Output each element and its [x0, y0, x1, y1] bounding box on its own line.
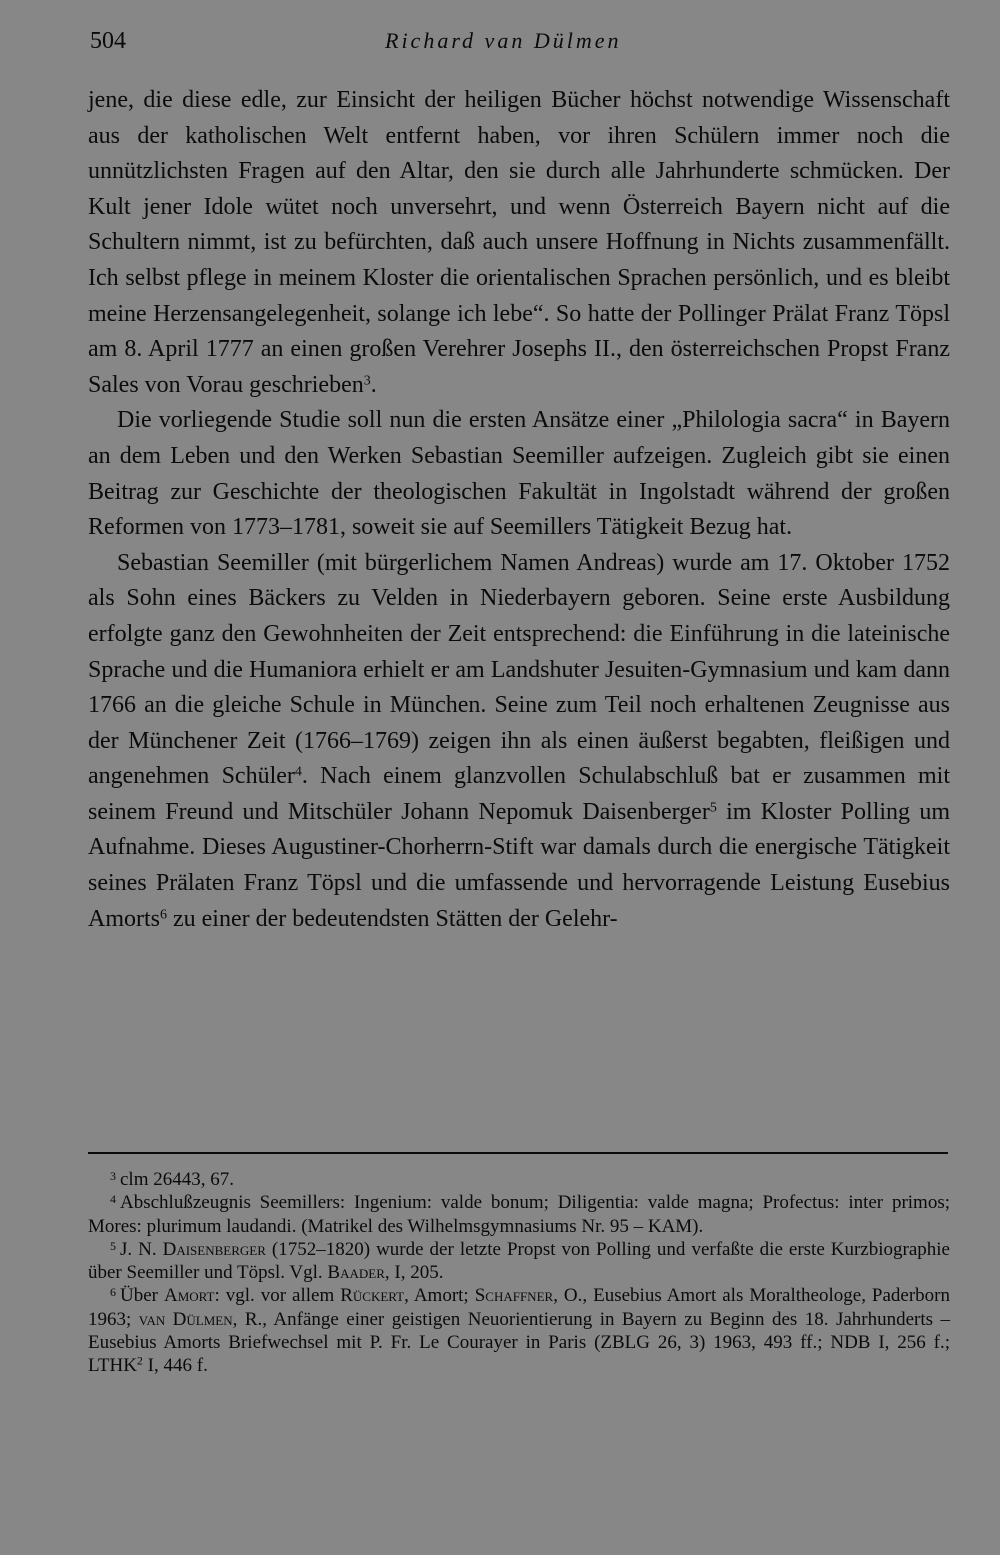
footnote-5: [88, 1238, 950, 1285]
footnote-6-van-dulmen: van Dülmen: [138, 1308, 233, 1330]
footnote-6-superscript: 2: [136, 1353, 143, 1368]
footnote-3: [88, 1168, 950, 1191]
footnote-mark-6: 6: [110, 1285, 116, 1300]
main-text: [88, 83, 950, 937]
footnote-6-t3: , Amort;: [404, 1285, 475, 1307]
footnote-5-baader: Baader: [327, 1262, 385, 1284]
footnote-5-text-a: (1752–1820) wurde der letzte Propst von Polling und verfaßte die erste Kurzbiographie über Seemiller und Töpsl. Vgl.: [88, 1238, 950, 1284]
footnote-5-text-b: , I, 205.: [384, 1262, 444, 1284]
footnote-ref-6[interactable]: 6: [160, 906, 167, 922]
footnote-6-amort: Amort: [163, 1285, 215, 1307]
footnote-6-t2: : vgl. vor allem: [214, 1285, 341, 1307]
paragraph-1: [88, 83, 950, 403]
footnote-5-name: J. N. Daisenberger: [120, 1238, 266, 1260]
footnotes: [88, 1168, 950, 1378]
paragraph-3-text-a: Sebastian Seemiller (mit bürgerlichem Namen Andreas) wurde am 17. Oktober 1752 als Sohn eines Bäckers zu Velden in Niederbayern geboren. Seine erste Ausbildung erfolgte ganz den Gewohnheiten der Zeit entsprechend: die Einführung in die lateinische Sprache und die Humaniora erhielt er am Landshuter Jesuiten-Gymnasium und kam dann 1766 an die gleiche Schule in München. Seine zum Teil noch erhaltenen Zeugnisse aus der Münchener Zeit (1766–1769) zeigen ihn als einen äußerst begabten, fleißigen und angenehmen Schüler: [88, 549, 950, 790]
footnote-6-rueckert: Rückert: [340, 1285, 405, 1307]
page-number: 504: [90, 28, 126, 54]
paragraph-2: Die vorliegende Studie soll nun die ersten Ansätze einer „Philologia sacra“ in Bayern an dem Leben und den Werken Sebastian Seemiller aufzeigen. Zugleich gibt sie einen Beitrag zur Geschichte der theologischen Fakultät in Ingolstadt während der großen Reformen von 1773–1781, soweit sie auf Seemillers Tätigkeit Bezug hat.: [88, 407, 950, 541]
footnote-6-schaffner: Schaffner: [474, 1285, 554, 1307]
paragraph-1-end: .: [370, 371, 377, 398]
footnote-4: [88, 1191, 950, 1238]
paragraph-3-text-b: . Nach einem glanzvollen Schulabschluß bat er zusammen mit seinem Freund und Mitschüler Johann Nepomuk Daisenberger: [88, 763, 951, 825]
footnote-6: [88, 1284, 950, 1377]
footnote-ref-3[interactable]: 3: [363, 373, 371, 389]
paragraph-3-text-d: zu einer der bedeutendsten Stätten der Gelehr-: [167, 905, 618, 932]
footnote-ref-5[interactable]: 5: [709, 800, 717, 816]
running-head: Richard van Dülmen: [385, 28, 622, 53]
footnote-divider: [88, 1152, 948, 1154]
footnote-mark-3: 3: [110, 1168, 116, 1183]
paragraph-3: [88, 546, 950, 938]
footnote-6-t4: , O., Eusebius Amort als Moraltheologe, Paderborn 1963;: [88, 1285, 951, 1330]
footnote-mark-5: 5: [110, 1238, 116, 1253]
footnote-ref-4[interactable]: 4: [294, 764, 302, 780]
paragraph-1-text: jene, die diese edle, zur Einsicht der heiligen Bücher höchst notwendige Wissenschaft aus der katholischen Welt entfernt haben, vor ihren Schülern immer noch die unnützlichsten Fragen auf den Altar, den sie durch alle Jahrhunderte schmücken. Der Kult jener Idole wütet noch unversehrt, und wenn Österreich Bayern nicht auf die Schultern nimmt, ist zu befürchten, daß auch unsere Hoffnung in Nichts zusammenfällt. Ich selbst pflege in meinem Kloster die orientalischen Sprachen persönlich, und es bleibt meine Herzensangelegenheit, solange ich lebe“. So hatte der Pollinger Prälat Franz Töpsl am 8. April 1777 an einen großen Verehrer Josephs II., den österreichschen Propst Franz Sales von Vorau geschrieben: [88, 87, 950, 398]
footnote-6-t5: , R., Anfänge einer geistigen Neuorientierung in Bayern zu Beginn des 18. Jahrhunderts – Eusebius Amorts Briefwechsel mit P. Fr. Le Courayer in Paris (ZBLG 26, 3) 1963, 493 ff.; NDB I, 256 f.; LTHK: [88, 1308, 950, 1377]
page-header: [90, 28, 950, 58]
footnote-4-text: Abschlußzeugnis Seemillers: Ingenium: valde bonum; Diligentia: valde magna; Profectus: inter primos; Mores: plurimum laudandi. (Matrikel des Wilhelmsgymnasiums Nr. 95 – KAM).: [88, 1192, 950, 1237]
footnote-6-t6: I, 446 f.: [142, 1355, 208, 1377]
footnote-mark-4: 4: [110, 1191, 116, 1206]
paragraph-3-text-c: im Kloster Polling um Aufnahme. Dieses Augustiner-Chorherrn-Stift war damals durch die energische Tätigkeit seines Prälaten Franz Töpsl und die umfassende und hervorragende Leistung Eusebius Amorts: [88, 798, 950, 932]
footnote-6-t1: Über: [120, 1285, 164, 1307]
footnote-3-text: clm 26443, 67.: [120, 1169, 234, 1190]
